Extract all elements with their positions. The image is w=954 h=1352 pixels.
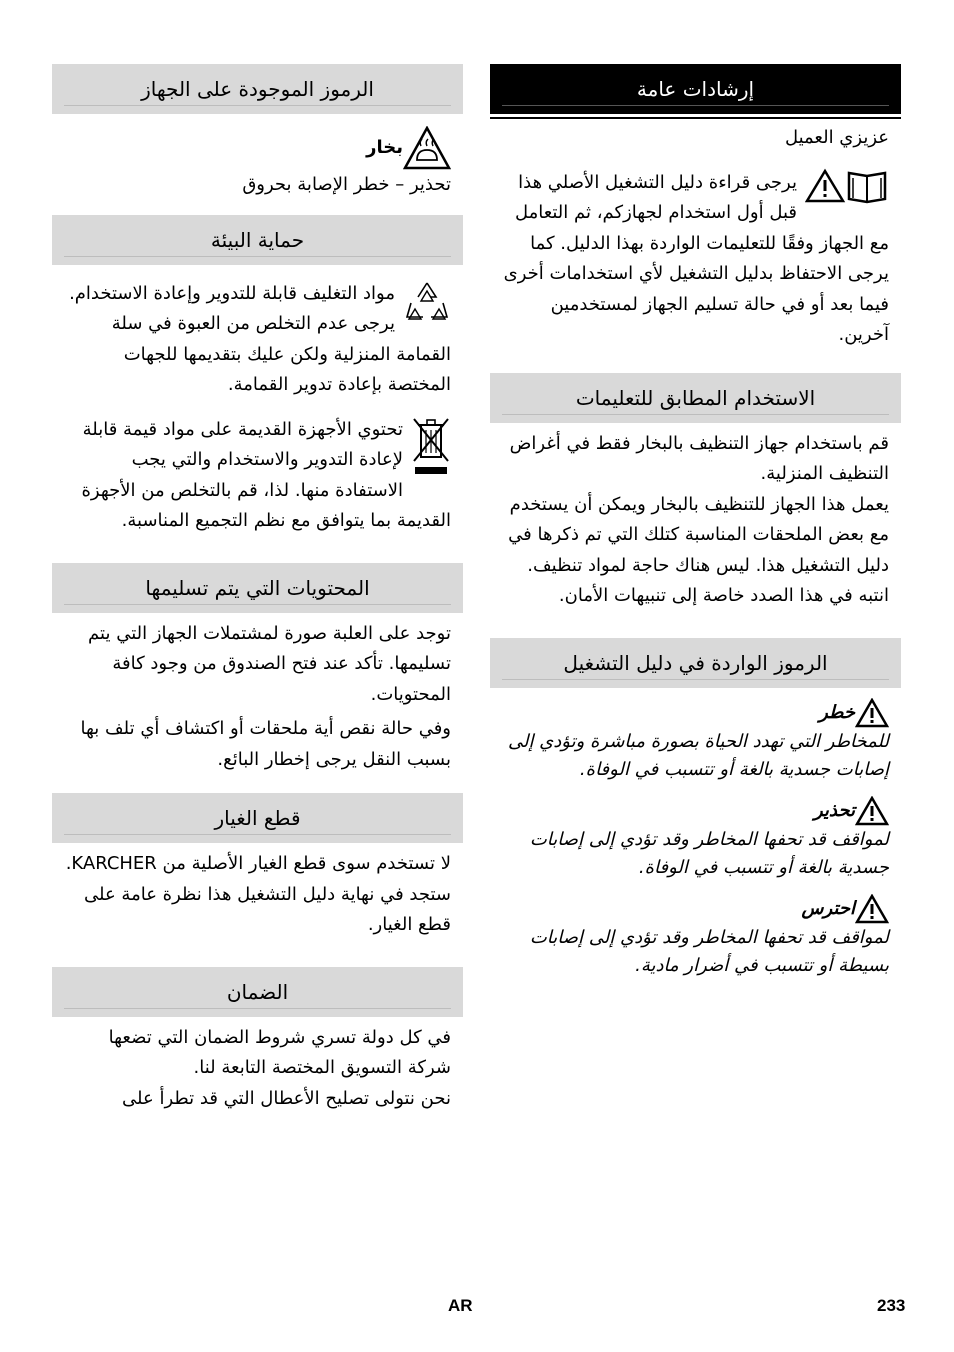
section-header-symbols-manual bbox=[490, 638, 901, 688]
manual-icons bbox=[805, 168, 889, 215]
section-title: إرشادات عامة bbox=[636, 77, 755, 101]
section-body-warranty bbox=[52, 1023, 463, 1115]
environment-text-1: مواد التغليف قابلة للتدوير وإعادة الاستخدام. يرجى عدم التخلص من العبوة في سلة القمامة المنزلية ولكن عليك بتقديمها للجهات المختصة بإعادة تدوير القمامة. bbox=[69, 282, 451, 395]
section-title: الرموز الموجودة على الجهاز bbox=[141, 77, 374, 101]
steam-label: بخار bbox=[366, 137, 403, 158]
section-header-contents bbox=[52, 563, 463, 613]
crossed-bin-icon bbox=[411, 415, 451, 477]
recycle-icon-wrap bbox=[403, 279, 451, 336]
warning-triangle-icon bbox=[855, 796, 889, 826]
contents-text-1: توجد على العلبة صورة لمشتملات الجهاز التي يتم تسليمها. تأكد عند فتح الصندوق من وجود كافة المحتويات. bbox=[88, 622, 451, 705]
recycle-icon bbox=[403, 279, 451, 325]
section-title: قطع الغيار bbox=[214, 806, 301, 830]
section-header-general bbox=[490, 64, 901, 117]
section-title: الاستخدام المطابق للتعليمات bbox=[575, 385, 816, 410]
general-text: يرجى قراءة دليل التشغيل الأصلي هذا قبل أول استخدام لجهازكم، ثم التعامل مع الجهاز وفقًا للتعليمات الواردة بهذا الدليل. كما يرجى الاحتفاظ بدليل التشغيل لأي استخدامات أخرى فيما بعد أو في حالة تسليم الجهاز لمستخدمين آخرين. bbox=[503, 171, 889, 345]
danger-triangle-icon bbox=[855, 698, 889, 728]
section-title: حماية البيئة bbox=[210, 227, 305, 252]
left-column bbox=[52, 64, 463, 1114]
warning-book-icon bbox=[805, 168, 889, 204]
danger-label: خطر bbox=[819, 701, 855, 723]
caution-triangle-icon bbox=[855, 894, 889, 924]
section-body-device-symbols bbox=[52, 126, 463, 201]
warning-text: لمواقف قد تحفها المخاطر وقد تؤدي إلى إصابات جسدية بالغة أو تتسبب في الوفاة. bbox=[529, 828, 889, 878]
proper-use-text-1: قم باستخدام جهاز التنظيف بالبخار فقط في أغراض التنظيف المنزلية. bbox=[509, 432, 889, 484]
bin-icon-wrap bbox=[411, 415, 451, 488]
section-body-environment bbox=[52, 279, 463, 537]
contents-text-2: وفي حالة نقص أية ملحقات أو اكتشاف أي تلف بها بسبب النقل يرجى إخطار البائع. bbox=[80, 718, 451, 770]
caution-label: احترس bbox=[801, 897, 855, 919]
caution-text: لمواقف قد تحفها المخاطر وقد تؤدي إلى إصابات بسيطة أو تتسبب في أضرار مادية. bbox=[529, 926, 889, 976]
section-title: الضمان bbox=[226, 979, 289, 1004]
proper-use-text-2: يعمل هذا الجهاز للتنظيف بالبخار ويمكن أن يستخدم مع بعض الملحقات المناسبة كتلك التي تم ذكرها في دليل التشغيل هذا. ليس هناك حاجة لمواد تنظيف. انتبه في هذا الصدد خاصة إلى تنبيهات الأمان. bbox=[508, 493, 889, 606]
danger-text: للمخاطر التي تهدد الحياة بصورة مباشرة وتؤدي إلى إصابات جسدية بالغة أو تتسبب في الوفاة. bbox=[507, 730, 889, 780]
section-body-contents bbox=[52, 619, 463, 776]
section-header-proper-use bbox=[490, 373, 901, 423]
footer-language: AR bbox=[448, 1296, 473, 1315]
warranty-text-2: نحن نتولى تصليح الأعطال التي قد تطرأ على bbox=[122, 1087, 451, 1109]
steam-warning-icon bbox=[403, 126, 451, 170]
section-body-proper-use bbox=[490, 429, 901, 612]
right-column bbox=[490, 64, 901, 980]
section-title: الرموز الواردة في دليل التشغيل bbox=[563, 650, 828, 675]
section-header-spare-parts bbox=[52, 793, 463, 843]
section-header-warranty bbox=[52, 967, 463, 1017]
spare-parts-text: لا تستخدم سوى قطع الغيار الأصلية من KARCHER. ستجد في نهاية دليل التشغيل هذا نظرة عامة على قطع الغيار. bbox=[65, 853, 451, 935]
warning-label: تحذير bbox=[813, 799, 855, 821]
section-header-device-symbols bbox=[52, 64, 463, 114]
environment-text-2: تحتوي الأجهزة القديمة على مواد قيمة قابلة لإعادة التدوير والاستخدام والتي يجب الاستفادة منها. لذا، قم بالتخلص من الأجهزة القديمة بما يتوافق مع نظم التجميع المناسبة. bbox=[81, 418, 451, 531]
section-body-general bbox=[490, 123, 901, 351]
footer-page-number: 233 bbox=[877, 1296, 906, 1315]
steam-text: تحذير – خطر الإصابة بحروق bbox=[242, 174, 451, 195]
section-header-environment bbox=[52, 215, 463, 265]
section-body-spare-parts bbox=[52, 849, 463, 941]
section-body-symbols-manual bbox=[490, 698, 901, 980]
greeting: عزيزي العميل bbox=[784, 127, 889, 148]
section-title: المحتويات التي يتم تسليمها bbox=[145, 575, 370, 600]
warranty-text-1: في كل دولة تسري شروط الضمان التي تضعها شركة التسويق المختصة التابعة لنا. bbox=[108, 1026, 451, 1078]
